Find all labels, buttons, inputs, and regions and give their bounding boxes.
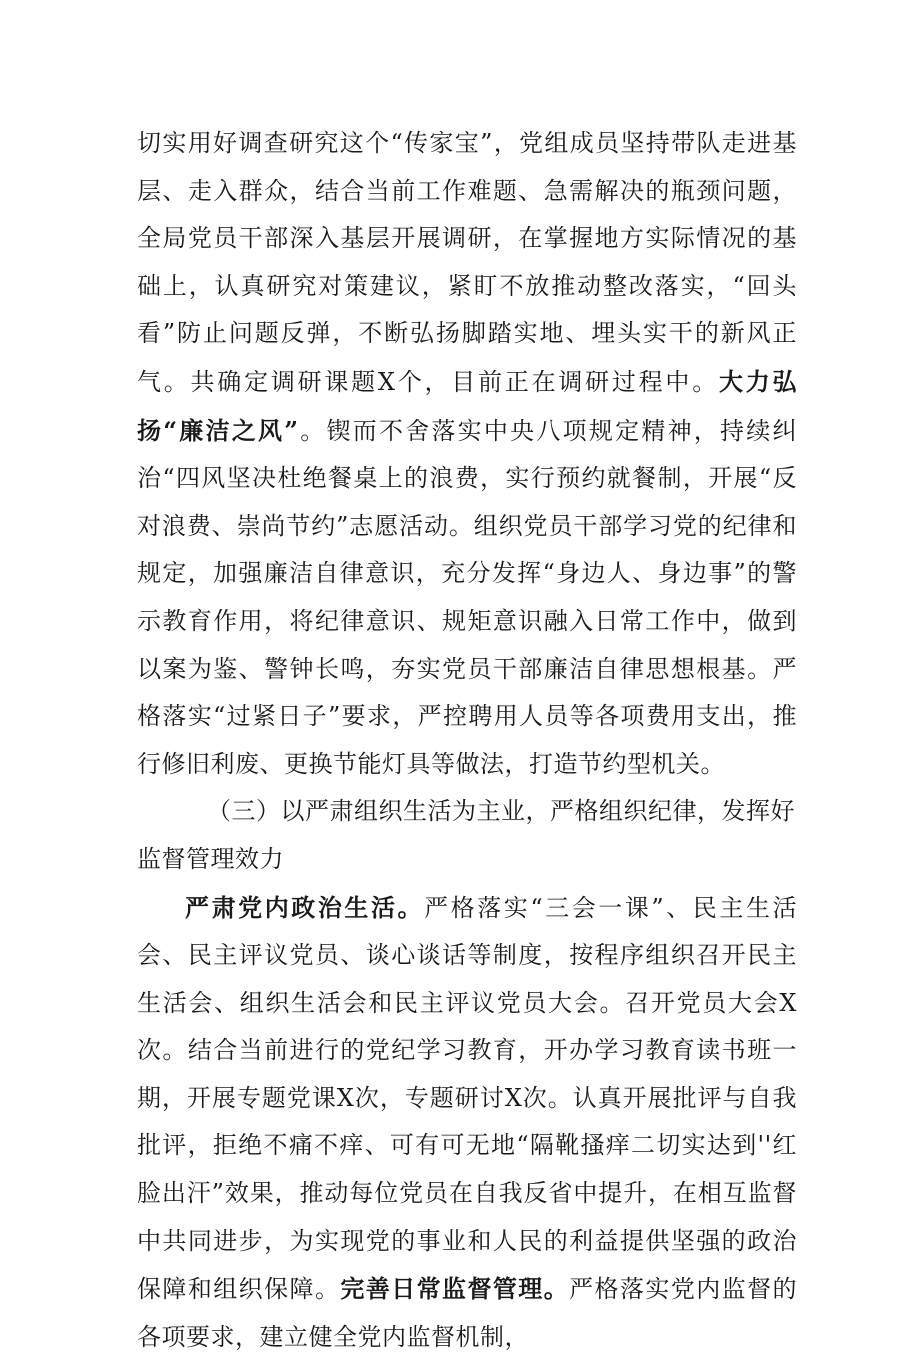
document-body xyxy=(137,120,797,1361)
bold-lead-integrity: 大力弘扬“廉洁之风” xyxy=(137,367,797,445)
bold-lead-supervision: 完善日常监督管理。 xyxy=(340,1274,569,1303)
bold-lead-political-life: 严肃党内政治生活。 xyxy=(185,893,424,922)
paragraph-text: 严格落实党内监督的各项要求，建立健全党内监督机制， xyxy=(137,1275,797,1351)
paragraph-text: 切实用好调查研究这个“传家宝”，党组成员坚持带队走进基层、走入群众，结合当前工作难题、急需解决的瓶颈问题，全局党员干部深入基层开展调研，在掌握地方实际情况的基础上，认真研究对策建议，紧盯不放推动整改落实，“回头看”防止问题反弹，不断弘扬脚踏实地、埋头实干的新风正气。共确定调研课题X个，目前正在调研过程中。 xyxy=(137,129,797,396)
paragraph-research-and-integrity xyxy=(137,120,797,788)
paragraph-organization-life xyxy=(137,884,797,1361)
section-heading-3: （三）以严肃组织生活为主业，严格组织纪律，发挥好监督管理效力 xyxy=(137,788,797,883)
paragraph-text: 严格落实“三会一课”、民主生活会、民主评议党员、谈心谈话等制度，按程序组织召开民主生活会、组织生活会和民主评议党员大会。召开党员大会X次。结合当前进行的党纪学习教育，开办学习教育读书班一期，开展专题党课X次，专题研讨X次。认真开展批评与自我批评，拒绝不痛不痒、可有可无地“隔靴搔痒二切实达到''红脸出汗”效果，推动每位党员在自我反省中提升，在相互监督中共同进步，为实现党的事业和人民的利益提供坚强的政治保障和组织保障。 xyxy=(137,894,797,1304)
paragraph-text: 。锲而不舍落实中央八项规定精神，持续纠治“四风坚决杜绝餐桌上的浪费，实行预约就餐制，开展“反对浪费、崇尚节约”志愿活动。组织党员干部学习党的纪律和规定，加强廉洁自律意识，充分发挥“身边人、身边事”的警示教育作用，将纪律意识、规矩意识融入日常工作中，做到以案为鉴、警钟长鸣，夯实党员干部廉洁自律思想根基。严格落实“过紧日子”要求，严控聘用人员等各项费用支出，推行修旧利废、更换节能灯具等做法，打造节约型机关。 xyxy=(137,417,797,778)
